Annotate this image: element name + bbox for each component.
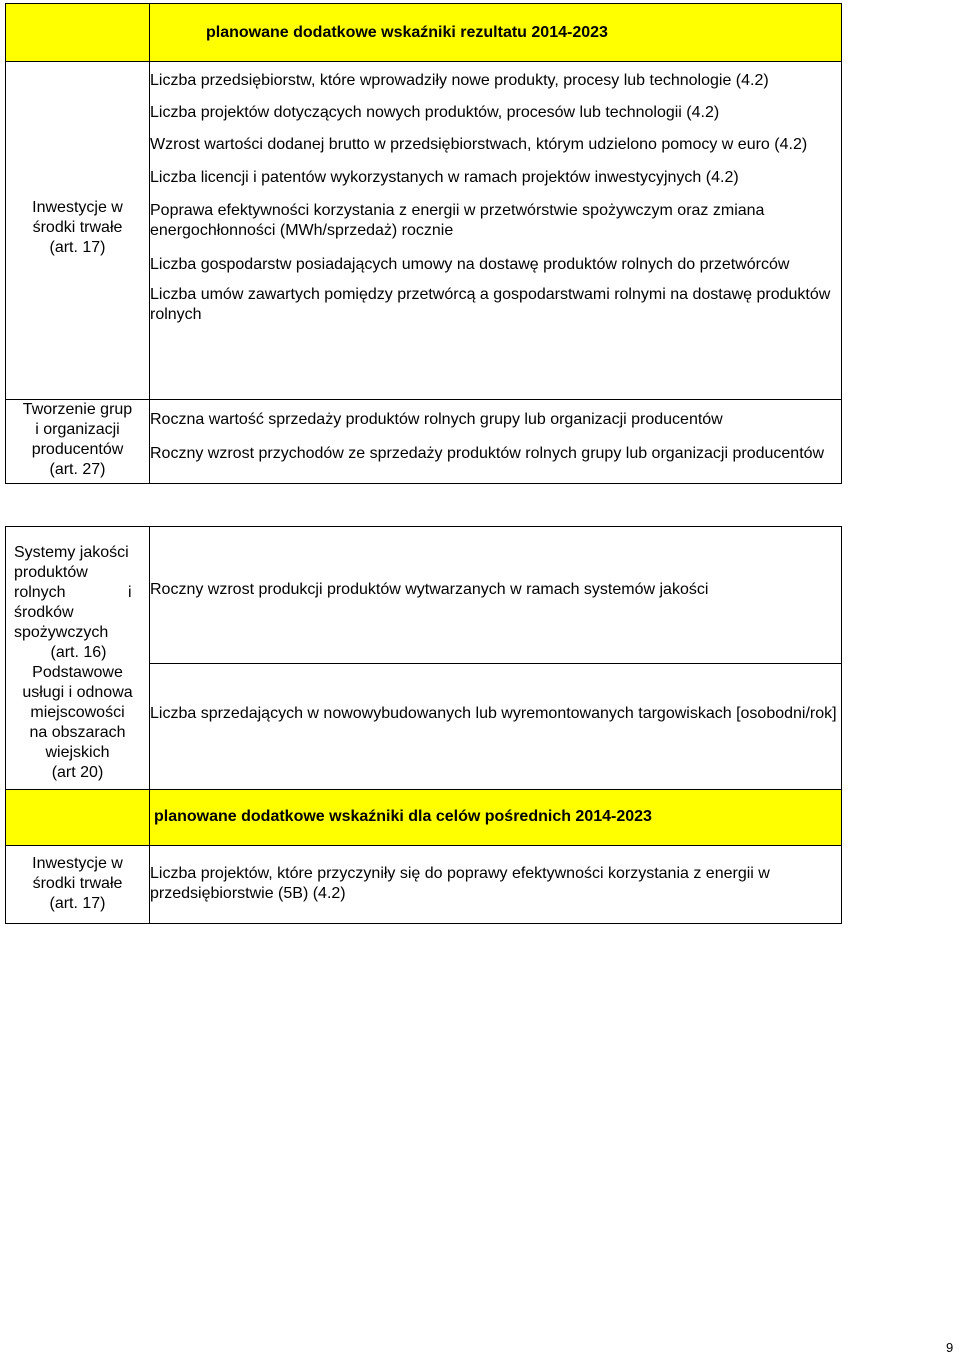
- label-line: wiejskich: [45, 744, 110, 761]
- page-number: 9: [946, 1340, 954, 1355]
- group-label-basic-services: [6, 663, 150, 789]
- group-label-investments: [6, 62, 150, 400]
- group-indicators-producer-groups: [150, 400, 842, 484]
- label-line: usługi i odnowa: [22, 684, 133, 701]
- group-indicator-quality-systems: [150, 527, 842, 664]
- label-line: (art. 16): [50, 644, 107, 661]
- results-header-text: planowane dodatkowe wskaźniki rezultatu 2014-2023: [206, 23, 608, 41]
- indicator-text: Liczba projektów dotyczących nowych produktów, procesów lub technologii (4.2): [150, 104, 720, 121]
- label-line: spożywczych: [14, 624, 109, 641]
- indicator-text: Wzrost wartości dodanej brutto w przedsiębiorstwach, którym udzielono pomocy w euro (4.2): [150, 136, 808, 153]
- indicator-text: Liczba gospodarstw posiadających umowy na dostawę produktów rolnych do przetwórców: [150, 256, 790, 273]
- label-line: (art 20): [51, 764, 104, 781]
- indicator-text: Roczna wartość sprzedaży produktów rolnych grupy lub organizacji producentów: [150, 411, 723, 428]
- indicator-text: Liczba przedsiębiorstw, które wprowadziły nowe produkty, procesy lub technologie (4.2): [150, 72, 769, 89]
- indicator-text: Liczba projektów, które przyczyniły się do poprawy efektywności korzystania z energii w przedsiębiorstwie (5B) (4.2): [150, 864, 770, 902]
- results-header-left: [6, 4, 150, 62]
- intermediate-header-left: [6, 789, 150, 845]
- indicator-text: Poprawa efektywności korzystania z energii w przetwórstwie spożywczym oraz zmiana energochłonności (MWh/sprzedaż) rocznie: [150, 202, 765, 239]
- label-line: i organizacji: [35, 421, 120, 438]
- results-indicators-table: [5, 3, 842, 484]
- label-line: na obszarach: [29, 724, 126, 741]
- indicator-text: Liczba licencji i patentów wykorzystanych w ramach projektów inwestycyjnych (4.2): [150, 169, 739, 186]
- label-line: (art. 17): [49, 894, 106, 912]
- label-line: (art. 17): [49, 239, 106, 256]
- label-line: Inwestycje w: [32, 854, 123, 872]
- indicator-text: Liczba sprzedających w nowowybudowanych lub wyremontowanych targowiskach [osobodni/rok]: [150, 704, 837, 722]
- label-line: Podstawowe: [32, 664, 123, 681]
- intermediate-indicators-table: [5, 526, 842, 924]
- label-line: środków: [14, 604, 74, 621]
- group-indicator-basic-services: [150, 663, 842, 789]
- indicator-text: Liczba umów zawartych pomiędzy przetwórcą a gospodarstwami rolnymi na dostawę produktów rolnych: [150, 286, 831, 323]
- label-line: środki trwałe: [32, 874, 123, 892]
- intermediate-header: [150, 789, 842, 845]
- results-header: [150, 4, 842, 62]
- group-label-quality-systems: [6, 527, 150, 664]
- label-line: rolnych i: [14, 584, 132, 601]
- label-line: (art. 27): [49, 461, 106, 478]
- label-line: Tworzenie grup: [22, 401, 133, 418]
- group-label-producer-groups: [6, 400, 150, 484]
- label-line: Inwestycje w: [32, 199, 123, 216]
- label-line: Systemy jakości: [14, 544, 129, 561]
- indicator-text: Roczny wzrost produkcji produktów wytwarzanych w ramach systemów jakości: [150, 580, 709, 598]
- group-indicator-investments-2: [150, 845, 842, 923]
- label-line: produktów: [14, 564, 88, 581]
- label-line: producentów: [31, 441, 124, 458]
- indicator-text: Roczny wzrost przychodów ze sprzedaży produktów rolnych grupy lub organizacji producentów: [150, 445, 825, 462]
- group-indicators-investments: [150, 62, 842, 400]
- intermediate-header-text: planowane dodatkowe wskaźniki dla celów pośrednich 2014-2023: [154, 808, 652, 825]
- group-label-investments-2: [6, 845, 150, 923]
- label-line: miejscowości: [30, 704, 125, 721]
- label-line: środki trwałe: [32, 219, 123, 236]
